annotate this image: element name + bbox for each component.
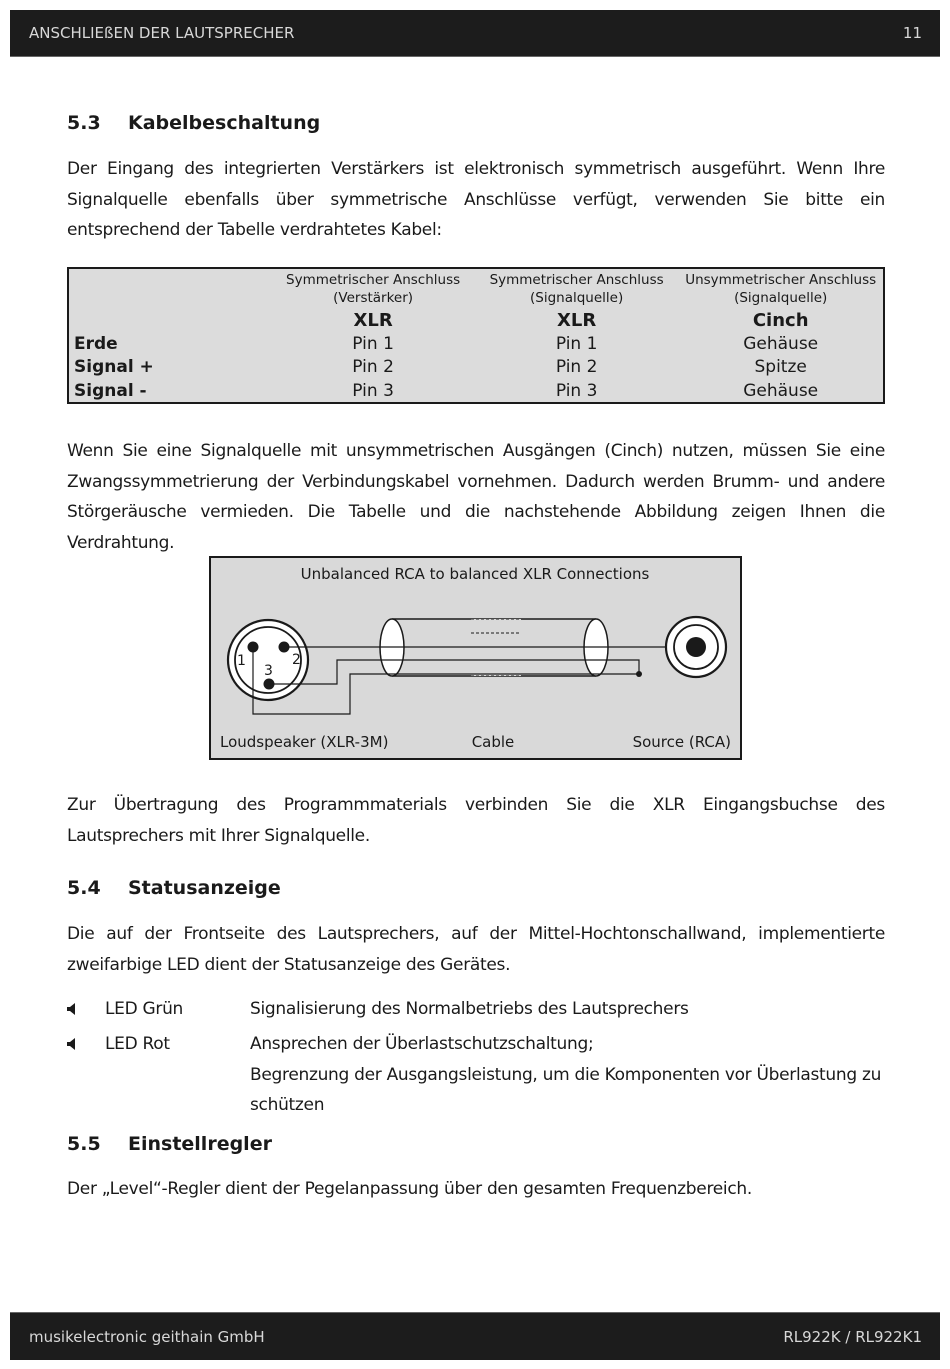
- connector-row: [68, 308, 884, 332]
- section-heading-5-3: [67, 112, 320, 134]
- paragraph-transfer: Zur Übertragung des Programmmaterials verbinden Sie die XLR Eingangsbuchse des Lautsprechers mit Ihrer Signalquelle.: [67, 795, 885, 846]
- pin-2-label: 2: [292, 652, 301, 668]
- list-item: [67, 994, 897, 1025]
- speaker-bullet-icon: [67, 1003, 78, 1015]
- solder-point: [636, 671, 642, 677]
- section-heading-5-5: [67, 1133, 272, 1155]
- row-label: Signal -: [74, 380, 147, 401]
- page-footer: [10, 1312, 940, 1360]
- column-header-line2: (Verstärker): [333, 290, 414, 306]
- xlr-connector-icon: [228, 620, 308, 700]
- table-corner-cell: [68, 268, 271, 308]
- led-term: LED Grün: [105, 999, 184, 1019]
- paragraph-level: Der „Level“-Regler dient der Pegelanpassung über den gesamten Frequenzbereich.: [67, 1179, 752, 1199]
- section-number: 5.4: [67, 877, 101, 899]
- connector-type: Cinch: [752, 309, 809, 331]
- led-description-line2: Begrenzung der Ausgangsleistung, um die Komponenten vor Überlastung zu schützen: [250, 1064, 882, 1115]
- footer-model: RL922K / RL922K1: [783, 1327, 922, 1346]
- connector-type: XLR: [353, 309, 393, 331]
- column-header-line1: Symmetrischer Anschluss: [489, 272, 664, 288]
- footer-company: musikelectronic geithain GmbH: [29, 1327, 265, 1346]
- wiring-diagram: [209, 556, 742, 760]
- paragraph-balanced-intro: Der Eingang des integrierten Verstärkers ist elektronisch symmetrisch ausgeführt. Wenn Ihre Signalquelle ebenfalls über symmetrische Anschlüsse verfügt, verwenden Sie bitte ein entsprechend der Tabelle verdrahtetes Kabel:: [67, 159, 885, 240]
- wiring-table: [67, 267, 885, 404]
- section-title: Statusanzeige: [128, 877, 281, 899]
- table-row: [68, 379, 884, 403]
- section-number: 5.3: [67, 112, 101, 134]
- paragraph-status: Die auf der Frontseite des Lautsprechers, auf der Mittel-Hochtonschallwand, implementierte zweifarbige LED dient der Statusanzeige des Gerätes.: [67, 924, 885, 975]
- section-heading-5-4: [67, 877, 281, 899]
- diagram-title: Unbalanced RCA to balanced XLR Connections: [300, 565, 650, 583]
- table-cell: Pin 1: [555, 333, 598, 354]
- table-cell: Pin 3: [352, 380, 394, 401]
- column-header-line2: (Signalquelle): [529, 290, 624, 306]
- table-cell: Spitze: [754, 357, 807, 378]
- table-row: [68, 356, 884, 380]
- section-number: 5.5: [67, 1133, 101, 1155]
- led-description: [250, 1029, 890, 1121]
- page-header: [10, 10, 940, 57]
- column-header-line1: Symmetrischer Anschluss: [286, 272, 461, 288]
- label-cable: Cable: [471, 733, 515, 751]
- table-header-row: [68, 268, 884, 308]
- table-cell-empty: [68, 308, 271, 332]
- section-title: Kabelbeschaltung: [128, 112, 321, 134]
- label-loudspeaker: Loudspeaker (XLR-3M): [220, 733, 389, 751]
- table-cell: Pin 2: [352, 357, 394, 378]
- column-header: [475, 268, 679, 308]
- table-row: [68, 332, 884, 356]
- connector-type: XLR: [557, 309, 597, 331]
- section-title: Einstellregler: [128, 1133, 272, 1155]
- led-description-line1: Ansprechen der Überlastschutzschaltung;: [250, 1034, 594, 1054]
- header-title: ANSCHLIEßEN DER LAUTSPRECHER: [29, 24, 295, 42]
- rca-connector-icon: [666, 617, 726, 677]
- column-header-line2: (Signalquelle): [734, 290, 828, 306]
- pin-1-label: 1: [237, 653, 246, 669]
- page-number: 11: [902, 24, 922, 42]
- paragraph-unbalanced: Wenn Sie eine Signalquelle mit unsymmetrischen Ausgängen (Cinch) nutzen, müssen Sie eine Zwangssymmetrierung der Verbindungskabel vornehmen. Dadurch werden Brumm- und andere Störgeräusche vermieden. Die Tabelle und die nachstehende Abbildung zeigen Ihnen die Verdrahtung.: [67, 441, 885, 553]
- table-cell: Pin 1: [352, 333, 394, 354]
- row-label: Signal +: [74, 357, 154, 378]
- led-term: LED Rot: [105, 1034, 170, 1054]
- label-source: Source (RCA): [632, 733, 731, 751]
- column-header: [678, 268, 884, 308]
- table-cell: Gehäuse: [743, 333, 819, 354]
- pin-3-label: 3: [264, 663, 273, 679]
- table-cell: Pin 3: [555, 380, 598, 401]
- column-header-line1: Unsymmetrischer Anschluss: [685, 272, 877, 288]
- led-description: Signalisierung des Normalbetriebs des Lautsprechers: [250, 999, 689, 1019]
- list-item: [67, 1029, 897, 1121]
- speaker-bullet-icon: [67, 1038, 78, 1050]
- table-cell: Gehäuse: [743, 380, 819, 401]
- row-label: Erde: [74, 333, 118, 354]
- column-header: [271, 268, 475, 308]
- table-cell: Pin 2: [555, 357, 598, 378]
